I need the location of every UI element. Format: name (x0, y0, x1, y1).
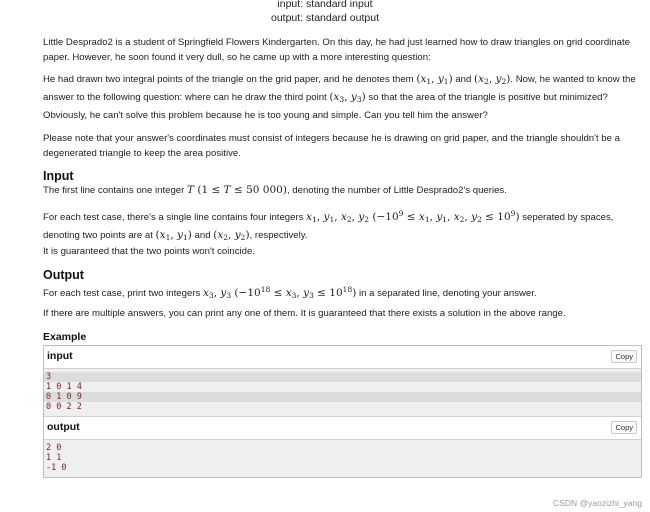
input-p2: For each test case, there's a single line contains four integers $x_1$, $y_1$, $x_2$, $y_2$ ($-10^9 \le x_1$, $y_1$, $x_2$, $y_2 \le 10^9$) seperated by spaces, denoting two points are at ($x_1$, $y_1$) and ($x_2$, $y_2$), respectively. (43, 209, 614, 242)
copy-input-button[interactable]: Copy (611, 350, 637, 363)
input-line: 1 0 1 4 (46, 382, 82, 392)
statement-p4: Please note that your answer's coordinates must consist of integers because he is drawing on grid paper, and the triangle shouldn't be a degenerated triangle to keep the area positive. (43, 133, 620, 159)
input-p3: It is guaranteed that the two points won't coincide. (43, 246, 255, 257)
output-section-title: Output (43, 268, 84, 282)
math-point-3: ($x_3$, $y_3$) (329, 90, 366, 104)
input-section-title: Input (43, 169, 74, 183)
math-t-range: T (1 ≤ T ≤ 50 000) (187, 184, 287, 196)
math-point-b: ($x_2$, $y_2$) (213, 228, 250, 242)
math-point-a: ($x_1$, $y_1$) (155, 228, 192, 242)
copy-output-button[interactable]: Copy (611, 421, 637, 434)
statement-p2: He had drawn two integral points of the triangle on the grid paper, and he denotes them ($x_1$, $y_1$) and ($x_2$, $y_2$). Now, he wanted to know the answer to the following question: where can he draw the third point ($x_3$, $y_3$) so that the area of the triangle is positive but minimized? (43, 73, 636, 104)
input-line: 0 1 0 9 (44, 392, 641, 402)
math-output-range: $x_3$, $y_3$ ($-10^{18} \le x_3$, $y_3 \le 10^{18}$) (202, 285, 357, 300)
output-p2: If there are multiple answers, you can print any one of them. It is guaranteed that there exists a solution in the above range. (43, 308, 566, 319)
watermark: CSDN @yaozizhi_yang (553, 498, 642, 508)
input-p1: The first line contains one integer T (1 ≤ T ≤ 50 000), denoting the number of Little Desprado2's queries. (43, 184, 507, 196)
output-spec: output: standard output (271, 12, 379, 24)
example-input-code (44, 369, 641, 416)
output-line: 2 0 (46, 443, 62, 453)
output-line: 1 1 (46, 453, 62, 463)
input-spec: input: standard input (277, 0, 373, 10)
example-box (43, 345, 642, 478)
input-line: 0 0 2 2 (46, 402, 82, 412)
example-title: Example (43, 331, 87, 343)
example-input-label: input (47, 350, 73, 362)
example-output-header (44, 416, 641, 440)
statement-p1: Little Desprado2 is a student of Springfield Flowers Kindergarten. On this day, he had just learned how to draw triangles on grid coordinate paper. However, he soon found it very dull, so he came up with a more interesting question: (43, 37, 630, 63)
output-p1: For each test case, print two integers $x_3$, $y_3$ ($-10^{18} \le x_3$, $y_3 \le 10^{18}$) in a separated line, denoting your answer. (43, 285, 537, 300)
math-point-1: ($x_1$, $y_1$) (416, 73, 453, 86)
math-point-2: ($x_2$, $y_2$) (474, 73, 511, 86)
io-header (0, 0, 650, 25)
statement-p3: Obviously, he can't solve this problem because he is too young and simple. Can you tell him the answer? (43, 110, 488, 121)
math-input-range: $x_1$, $y_1$, $x_2$, $y_2$ ($-10^9 \le x_1$, $y_1$, $x_2$, $y_2 \le 10^9$) (306, 209, 520, 224)
example-input-header (44, 346, 641, 369)
output-line: -1 0 (46, 463, 67, 473)
input-line: 3 (44, 372, 641, 382)
example-output-label: output (47, 421, 80, 433)
example-output-code (44, 440, 641, 477)
